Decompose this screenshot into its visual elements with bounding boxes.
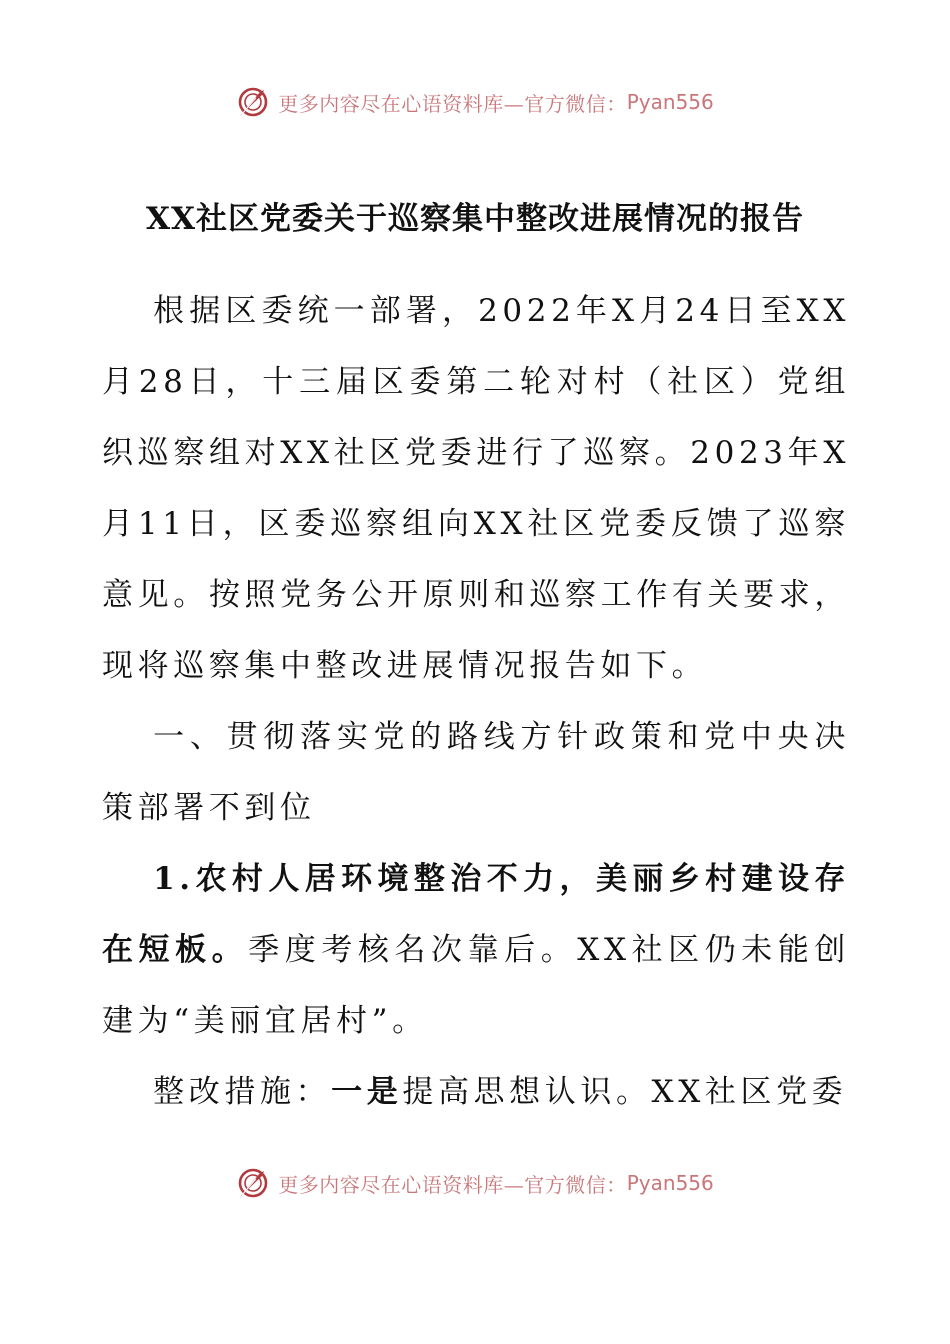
item-1-text: 季度考核名次靠后。XX社区仍未能创建为“美丽宜居村”。: [102, 932, 850, 1039]
measure-text: 提高思想认识。XX社区党委: [402, 1074, 848, 1110]
section-1-heading: 一、贯彻落实党的路线方针政策和党中央决策部署不到位: [102, 719, 850, 826]
measure-paragraph: [102, 1057, 850, 1128]
measure-bold: 一是: [331, 1074, 403, 1110]
intro-paragraph: 根据区委统一部署，2022年X月24日至XX月28日，十三届区委第二轮对村（社区）党组织巡察组对XX社区党委进行了巡察。2023年X月11日，区委巡察组向XX社区党委反馈了巡察意见。按照党务公开原则和巡察工作有关要求，现将巡察集中整改进展情况报告如下。: [102, 293, 850, 684]
pen-logo-icon: [236, 84, 272, 120]
footer-banner-text: 更多内容尽在心语资料库—官方微信：: [278, 1172, 627, 1197]
pen-logo-icon: [236, 1165, 272, 1201]
footer-wechat-id: Pyan556: [626, 1171, 714, 1195]
header-wechat-id: Pyan556: [626, 90, 714, 114]
footer-banner: [0, 1163, 950, 1203]
item-1-bold-heading: 1.农村人居环境整治不力，美丽乡村建设存在短板。: [102, 861, 850, 968]
item-1-paragraph: [102, 844, 850, 1057]
measure-label: 整改措施：: [153, 1074, 332, 1110]
document-body: [102, 276, 850, 1128]
header-banner-text: 更多内容尽在心语资料库—官方微信：: [278, 91, 627, 116]
document-title: XX社区党委关于巡察集中整改进展情况的报告: [145, 201, 805, 237]
header-banner: [0, 82, 950, 122]
